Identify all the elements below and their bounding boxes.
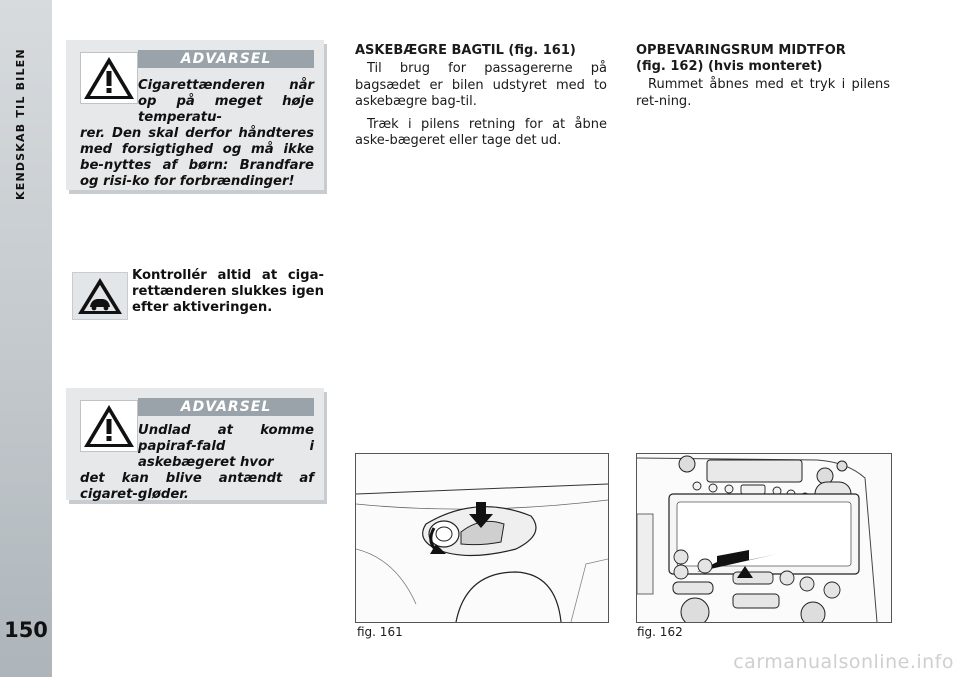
warning-banner: ADVARSEL — [138, 50, 314, 68]
watermark: carmanualsonline.info — [733, 651, 954, 673]
warning-text-lead: Undlad at komme papiraf-fald i askebægeret hvor — [138, 423, 314, 470]
section-center-storage — [636, 43, 890, 110]
warning-text-rest: det kan blive antændt af cigaret-gløder. — [80, 471, 314, 502]
section-rear-ashtrays — [355, 43, 607, 150]
warning-box-ashtray — [66, 388, 324, 500]
sidebar — [0, 0, 52, 677]
car-warning-triangle-icon — [72, 272, 128, 320]
figure-162-center-storage — [636, 453, 892, 623]
section-heading-line1: OPBEVARINGSRUM MIDTFOR — [636, 43, 846, 58]
warning-text-lead: Cigarettænderen når op på meget høje temperatu- — [138, 78, 314, 125]
figure-161-rear-ashtray — [355, 453, 609, 623]
figure-caption: fig. 162 — [637, 625, 683, 639]
section-heading: ASKEBÆGRE BAGTIL (fig. 161) — [355, 43, 576, 58]
page-number: 150 — [4, 618, 48, 642]
section-label: KENDSKAB TIL BILEN — [14, 48, 27, 200]
warning-text — [66, 78, 314, 190]
section-heading-line2: (fig. 162) (hvis monteret) — [636, 59, 823, 74]
note-lighter-off — [72, 268, 324, 328]
section-heading — [636, 43, 890, 75]
warning-text — [66, 423, 314, 503]
figure-caption: fig. 161 — [357, 625, 403, 639]
warning-text-rest: rer. Den skal derfor håndteres med forsigtighed og må ikke be-nyttes af børn: Brandfare og risi-ko for forbrændinger! — [80, 126, 314, 189]
warning-banner: ADVARSEL — [138, 398, 314, 416]
paragraph: Til brug for passagererne på bagsædet er bilen udstyret med to askebægre bag-til. — [355, 61, 607, 109]
paragraph: Rummet åbnes med et tryk i pilens ret-ning. — [636, 77, 890, 109]
paragraph: Træk i pilens retning for at åbne aske-bægeret eller tage det ud. — [355, 116, 607, 148]
warning-box-cigarette-lighter — [66, 40, 324, 190]
note-text: Kontrollér altid at ciga-rettænderen slukkes igen efter aktiveringen. — [132, 268, 324, 315]
